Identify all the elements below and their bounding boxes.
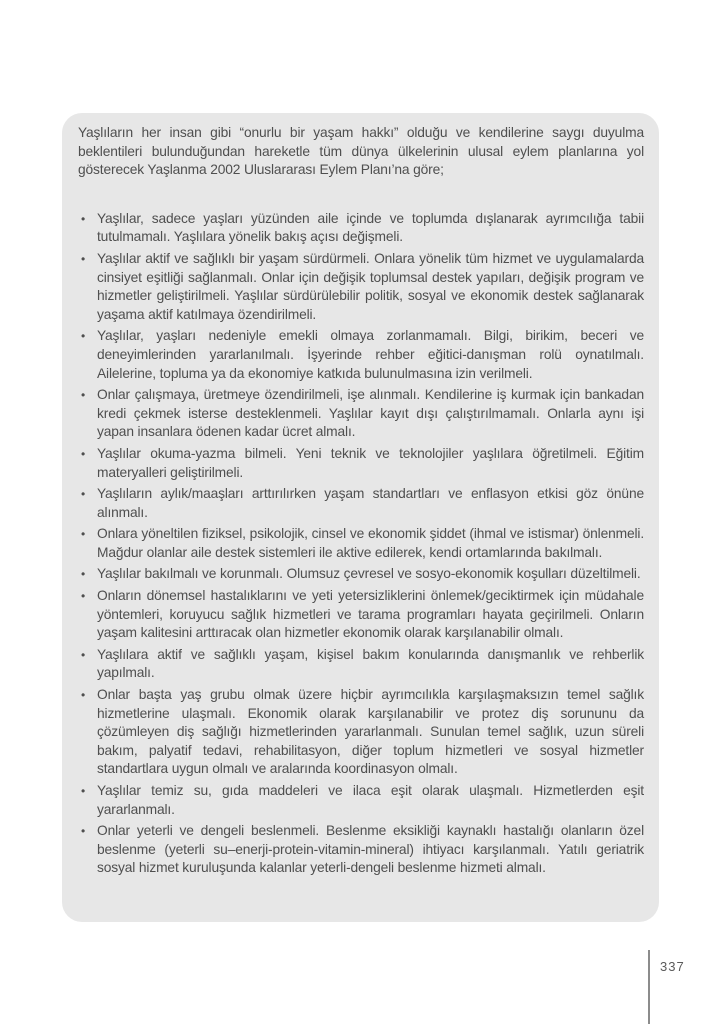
list-item bbox=[78, 327, 644, 383]
list-item bbox=[78, 822, 644, 878]
bullet-icon: • bbox=[81, 251, 86, 266]
bullet-list bbox=[78, 210, 644, 878]
bullet-icon: • bbox=[81, 589, 86, 604]
bullet-icon: • bbox=[81, 329, 86, 344]
list-item bbox=[78, 782, 644, 819]
list-item bbox=[78, 646, 644, 683]
list-item-text: Onlar yeterli ve dengeli beslenmeli. Beslenme eksikliği kaynaklı hastalığı olanların özel beslenme (yeterli su–enerji-protein-vitamin-mineral) ihtiyacı karşılanmalı. Yatılı geriatrik sosyal hizmet kuruluşunda kalanlar yeterli-dengeli beslenme hizmeti almalı. bbox=[97, 823, 644, 876]
list-item-text: Yaşlılar, yaşları nedeniyle emekli olmaya zorlanmamalı. Bilgi, birikim, beceri ve deneyimlerinden yararlanılmalı. İşyerinde rehber eğitici-danışman rolü oynatılmalı. Ailelerine, topluma ya da ekonomiye katkıda bulunulmasına izin verilmeli. bbox=[97, 328, 644, 381]
page-number-rule bbox=[648, 950, 650, 1024]
bullet-icon: • bbox=[81, 211, 86, 226]
bullet-icon: • bbox=[81, 487, 86, 502]
bullet-icon: • bbox=[81, 784, 86, 798]
list-item-text: Onlar çalışmaya, üretmeye özendirilmeli, işe alınmalı. Kendilerine iş kurmak için bankadan kredi çekmek isterse desteklenmeli. Yaşlılar kayıt dışı çalıştırılmamalı. Onlarla aynı işi yapan insanlara ödenen kadar ücret almalı. bbox=[97, 387, 644, 440]
bullet-icon: • bbox=[81, 446, 86, 461]
intro-paragraph: Yaşlıların her insan gibi “onurlu bir yaşam hakkı” olduğu ve kendilerine saygı duyulma beklentileri bulunduğundan hareketle tüm dünya ülkelerinin ulusal eylem planlarına yol gösterecek Yaşlanma 2002 Uluslararası Eylem Planı’na göre; bbox=[78, 125, 644, 178]
list-item bbox=[78, 445, 644, 482]
list-item-text: Yaşlılar temiz su, gıda maddeleri ve ilaca eşit olarak ulaşmalı. Hizmetlerden eşit yararlanmalı. bbox=[97, 783, 644, 817]
bullet-icon: • bbox=[81, 824, 86, 839]
list-item bbox=[78, 565, 644, 584]
list-item bbox=[78, 485, 644, 522]
list-item bbox=[78, 386, 644, 442]
list-item-text: Yaşlılara aktif ve sağlıklı yaşam, kişisel bakım konularında danışmanlık ve rehberlik yapılmalı. bbox=[97, 646, 644, 681]
list-item-text: Onların dönemsel hastalıklarını ve yeti yetersizliklerini önlemek/geciktirmek için müdahale yöntemleri, koruyucu sağlık hizmetleri ve tarama programları hayata geçirilmeli. Onların yaşam kalitesini arttıracak olan hizmetler ekonomik olarak karşılanabilir olmalı. bbox=[97, 588, 644, 641]
list-item bbox=[78, 686, 644, 779]
list-item-text: Yaşlılar aktif ve sağlıklı bir yaşam sürdürmeli. Onlara yönelik tüm hizmet ve uygulamalarda cinsiyet eşitliği sağlanmalı. Onlar için değişik toplumsal destek yapıları, değişik program ve hizmetler geliştirilmeli. Yaşlılar sürdürülebilir politik, sosyal ve ekonomik destek sağlanarak yaşama aktif katılmaya özendirilmeli. bbox=[97, 250, 644, 322]
list-item-text: Yaşlılar, sadece yaşları yüzünden aile içinde ve toplumda dışlanarak ayrımcılığa tabii tutulmamalı. Yaşlılara yönelik bakış açısı değişmeli. bbox=[97, 210, 644, 245]
list-item-text: Onlara yöneltilen fiziksel, psikolojik, cinsel ve ekonomik şiddet (ihmal ve istismar) önlenmeli. Mağdur olanlar aile destek sistemleri ile aktive edilerek, kendi ortamlarında bakılmalı. bbox=[97, 526, 644, 560]
list-item-text: Yaşlılar bakılmalı ve korunmalı. Olumsuz çevresel ve sosyo-ekonomik koşulları düzeltilmeli. bbox=[97, 566, 641, 582]
list-item bbox=[78, 250, 644, 324]
page-number: 337 bbox=[660, 959, 685, 974]
bullet-icon: • bbox=[81, 388, 86, 403]
list-item-text: Yaşlılar okuma-yazma bilmeli. Yeni teknik ve teknolojiler yaşlılara öğretilmeli. Eğitim materyalleri geliştirilmeli. bbox=[97, 445, 644, 480]
highlight-box bbox=[62, 113, 659, 922]
bullet-icon: • bbox=[81, 647, 86, 662]
list-item bbox=[78, 210, 644, 247]
list-item bbox=[78, 587, 644, 643]
bullet-icon: • bbox=[81, 567, 86, 582]
list-item bbox=[78, 525, 644, 562]
bullet-icon: • bbox=[81, 527, 86, 542]
bullet-icon: • bbox=[81, 688, 86, 703]
list-item-text: Onlar başta yaş grubu olmak üzere hiçbir ayrımcılıkla karşılaşmaksızın temel sağlık hizmetlerine ulaşmalı. Ekonomik olarak karşılanabilir ve protez diş sorununu da çözümleyen diş sağlığı hizmetlerinden yararlanmalı. Sunulan temel sağlık, uzun süreli bakım, palyatif tedavi, rehabilitasyon, diğer toplum hizmetleri ve sosyal hizmetler standartlara uygun olmalı ve aralarında koordinasyon olmalı. bbox=[97, 687, 644, 777]
list-item-text: Yaşlıların aylık/maaşları arttırılırken yaşam standartları ve enflasyon etkisi göz önüne alınmalı. bbox=[97, 486, 644, 520]
